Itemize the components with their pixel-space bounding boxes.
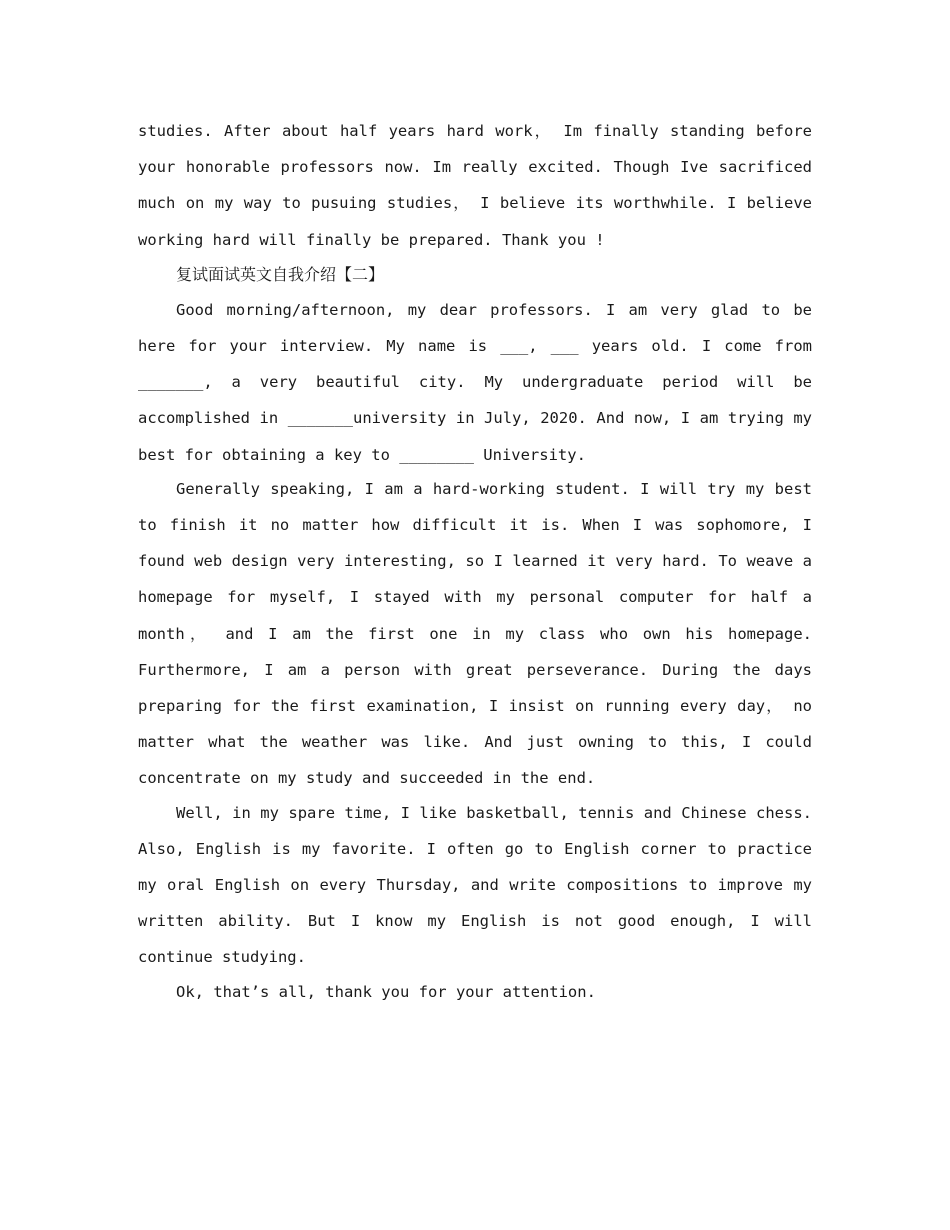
paragraph-closing: Ok, that’s all, thank you for your attention. [176,982,596,1001]
paragraph-personality: Generally speaking, I am a hard-working student. I will try my best to finish it no matter how difficult it is. When I was sophomore, I found web design very interesting, so I learned it very hard. To weave a homepage for myself, I stayed with my personal computer for half a month， and I am the first one in my class who own his homepage. Furthermore, I am a person with great perseverance. During the days preparing for the first examination, I insist on running every day， no matter what the weather was like. And just owning to this, I could concentrate on my study and succeeded in the end. [138,479,812,788]
section-heading: 复试面试英文自我介绍【二】 [176,264,385,284]
document-body [138,113,812,1010]
paragraph-hobbies: Well, in my spare time, I like basketball, tennis and Chinese chess. Also, English is my favorite. I often go to English corner to practice my oral English on every Thursday, and write compositions to improve my written ability. But I know my English is not good enough, I will continue studying. [138,803,812,967]
paragraph-greeting: Good morning/afternoon, my dear professors. I am very glad to be here for your interview. My name is ___, ___ years old. I come from _______, a very beautiful city. My undergraduate period will be accomplished in _______university in July, 2020. And now, I am trying my best for obtaining a key to ________ University. [138,300,812,464]
paragraph-continuation: studies. After about half years hard work， Im finally standing before your honorable professors now. Im really excited. Though Ive sacrificed much on my way to pusuing studies， I believe its worthwhile. I believe working hard will finally be prepared. Thank you ! [138,122,812,249]
